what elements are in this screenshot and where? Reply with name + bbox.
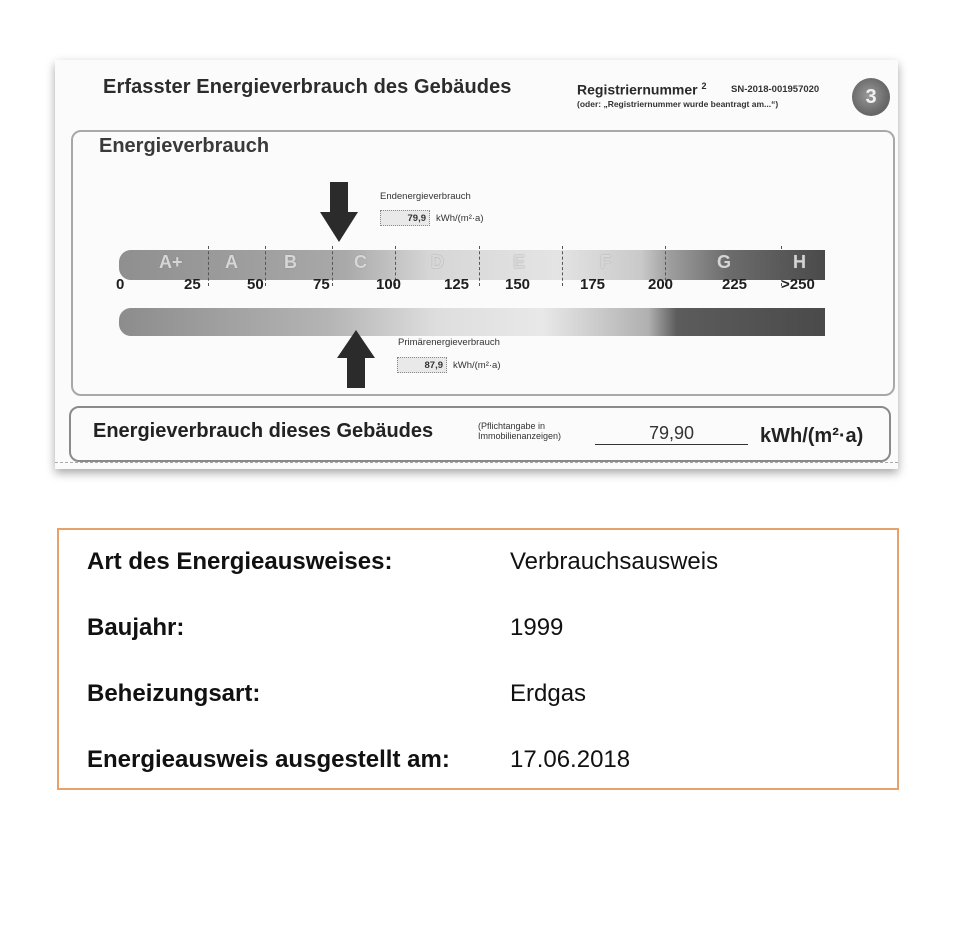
primary-energy-label: Primärenergieverbrauch <box>398 337 500 348</box>
registration-footnote: 2 <box>701 81 707 91</box>
efficiency-scale-bottom <box>119 308 825 336</box>
energy-certificate-scan <box>55 60 898 469</box>
page-number-badge: 3 <box>852 78 890 116</box>
primary-energy-value: 87,9 <box>397 357 447 373</box>
scale-tick: 75 <box>313 276 330 293</box>
registration-number: SN-2018-001957020 <box>731 84 820 95</box>
class-separator <box>208 246 209 286</box>
scale-tick: >250 <box>781 276 815 293</box>
info-value: 1999 <box>510 614 564 641</box>
scan-edge <box>55 462 898 469</box>
scale-tick: 200 <box>648 276 674 293</box>
class-separator <box>265 246 266 286</box>
info-value: Verbrauchsausweis <box>510 548 719 575</box>
end-energy-arrow-icon <box>320 182 358 242</box>
mandatory-note <box>478 421 561 441</box>
end-energy-value: 79,9 <box>380 210 430 226</box>
registration-label-text: Registriernummer <box>577 81 698 98</box>
efficiency-scale-bottom-graphic <box>119 308 825 336</box>
class-letter-a: A <box>225 252 238 272</box>
info-value: Erdgas <box>510 680 587 707</box>
class-letter-a-plus: A+ <box>159 252 183 272</box>
primary-energy-unit: kWh/(m²·a) <box>453 360 501 371</box>
scale-tick: 100 <box>376 276 402 293</box>
building-consumption-value: 79,90 <box>595 422 748 445</box>
building-consumption-label: Energieverbrauch dieses Gebäudes <box>93 420 434 442</box>
class-letter-c: C <box>354 252 367 272</box>
certificate-title: Erfasster Energieverbrauch des Gebäudes <box>103 76 512 98</box>
info-value: 17.06.2018 <box>510 746 631 773</box>
info-label: Energieausweis ausgestellt am: <box>87 746 450 773</box>
class-letter-h: H <box>793 252 806 272</box>
class-letter-e: E <box>513 252 526 272</box>
scale-tick: 25 <box>184 276 201 293</box>
class-letter-f: F <box>600 252 611 272</box>
scale-tick: 175 <box>580 276 606 293</box>
class-letter-g: G <box>717 252 732 272</box>
end-energy-label: Endenergieverbrauch <box>380 191 471 202</box>
scale-tick: 150 <box>505 276 531 293</box>
mandatory-note-line2: Immobilienanzeigen) <box>478 431 562 441</box>
certificate-info-card <box>57 528 899 790</box>
info-label: Beheizungsart: <box>87 680 261 707</box>
scale-tick: 50 <box>247 276 264 293</box>
mandatory-note-line1: (Pflichtangabe in <box>478 421 546 431</box>
info-label: Art des Energieausweises: <box>87 548 393 575</box>
building-consumption-unit: kWh/(m²·a) <box>760 425 864 447</box>
class-letter-b: B <box>284 252 297 272</box>
scale-tick: 225 <box>722 276 748 293</box>
scale-tick: 125 <box>444 276 470 293</box>
end-energy-unit: kWh/(m²·a) <box>436 213 484 224</box>
registration-note: (oder: „Registriernummer wurde beantragt am...“) <box>577 99 779 109</box>
class-letter-d: D <box>431 252 444 272</box>
class-separator <box>479 246 480 286</box>
info-label: Baujahr: <box>87 614 185 641</box>
class-separator <box>562 246 563 286</box>
scale-tick: 0 <box>116 276 125 293</box>
section-title: Energieverbrauch <box>99 135 270 157</box>
registration-label <box>577 81 707 98</box>
primary-energy-arrow-icon <box>337 330 375 388</box>
class-separator <box>332 246 333 286</box>
